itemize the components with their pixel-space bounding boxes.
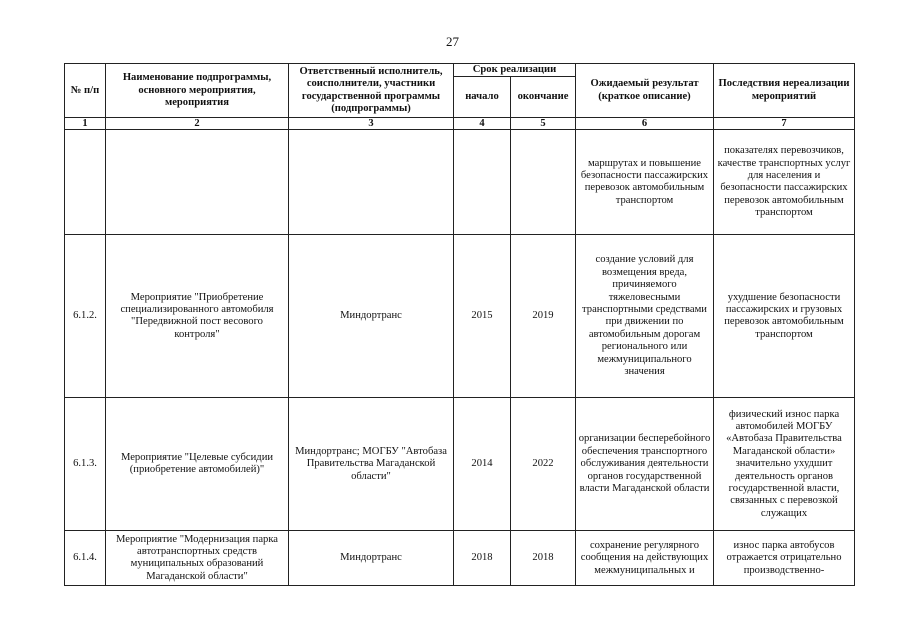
row-responsible: Миндортранс; МОГБУ "Автобаза Правительства Магаданской области" <box>289 398 454 531</box>
row-end: 2019 <box>511 235 576 398</box>
row-name: Мероприятие "Модернизация парка автотранспортных средств муниципальных образований Магаданской области" <box>106 531 289 586</box>
row-name: Мероприятие "Приобретение специализированного автомобиля "Передвижной пост весового контроля" <box>106 235 289 398</box>
header-result: Ожидаемый результат (краткое описание) <box>576 64 714 118</box>
header-end: окончание <box>511 77 576 118</box>
header-term: Срок реализации <box>454 64 576 77</box>
row-result: создание условий для возмещения вреда, причиняемого тяжеловесными транспортными средствами при движении по автомобильным дорогам регионального или межмуниципального значения <box>576 235 714 398</box>
row-num: 6.1.2. <box>65 235 106 398</box>
row-num <box>65 130 106 235</box>
row-result: организации бесперебойного обеспечения транспортного обслуживания деятельности органов государственной власти Магаданской области <box>576 398 714 531</box>
column-number: 6 <box>576 118 714 130</box>
table-row <box>65 398 855 531</box>
row-num: 6.1.4. <box>65 531 106 586</box>
row-result: маршрутах и повышение безопасности пассажирских перевозок автомобильным транспортом <box>576 130 714 235</box>
column-number: 2 <box>106 118 289 130</box>
table-row <box>65 531 855 586</box>
column-number: 7 <box>714 118 855 130</box>
program-table <box>64 63 855 586</box>
row-consequences: ухудшение безопасности пассажирских и грузовых перевозок автомобильным транспортом <box>714 235 855 398</box>
row-consequences: износ парка автобусов отражается отрицательно производственно- <box>714 531 855 586</box>
row-start: 2015 <box>454 235 511 398</box>
row-name <box>106 130 289 235</box>
column-number: 5 <box>511 118 576 130</box>
row-end: 2018 <box>511 531 576 586</box>
row-start: 2018 <box>454 531 511 586</box>
row-name: Мероприятие "Целевые субсидии (приобретение автомобилей)" <box>106 398 289 531</box>
row-num: 6.1.3. <box>65 398 106 531</box>
table-row <box>65 235 855 398</box>
row-end: 2022 <box>511 398 576 531</box>
header-name: Наименование подпрограммы, основного мероприятия, мероприятия <box>106 64 289 118</box>
row-start <box>454 130 511 235</box>
header-start: начало <box>454 77 511 118</box>
page-number: 27 <box>446 34 459 49</box>
column-number: 4 <box>454 118 511 130</box>
row-result: сохранение регулярного сообщения на действующих межмуниципальных и <box>576 531 714 586</box>
column-number: 3 <box>289 118 454 130</box>
row-consequences: показателях перевозчиков, качестве транспортных услуг для населения и безопасности пассажирских перевозок автомобильным транспортом <box>714 130 855 235</box>
row-responsible <box>289 130 454 235</box>
header-num: № п/п <box>65 64 106 118</box>
header-responsible: Ответственный исполнитель, соисполнители, участники государственной программы (подпрограммы) <box>289 64 454 118</box>
row-consequences: физический износ парка автомобилей МОГБУ «Автобаза Правительства Магаданской области» значительно ухудшит деятельность органов государственной власти, связанных с перевозкой служащих <box>714 398 855 531</box>
row-start: 2014 <box>454 398 511 531</box>
header-consequences: Последствия нереализации мероприятий <box>714 64 855 118</box>
row-end <box>511 130 576 235</box>
row-responsible: Миндортранс <box>289 531 454 586</box>
row-responsible: Миндортранс <box>289 235 454 398</box>
table-row <box>65 130 855 235</box>
column-number: 1 <box>65 118 106 130</box>
